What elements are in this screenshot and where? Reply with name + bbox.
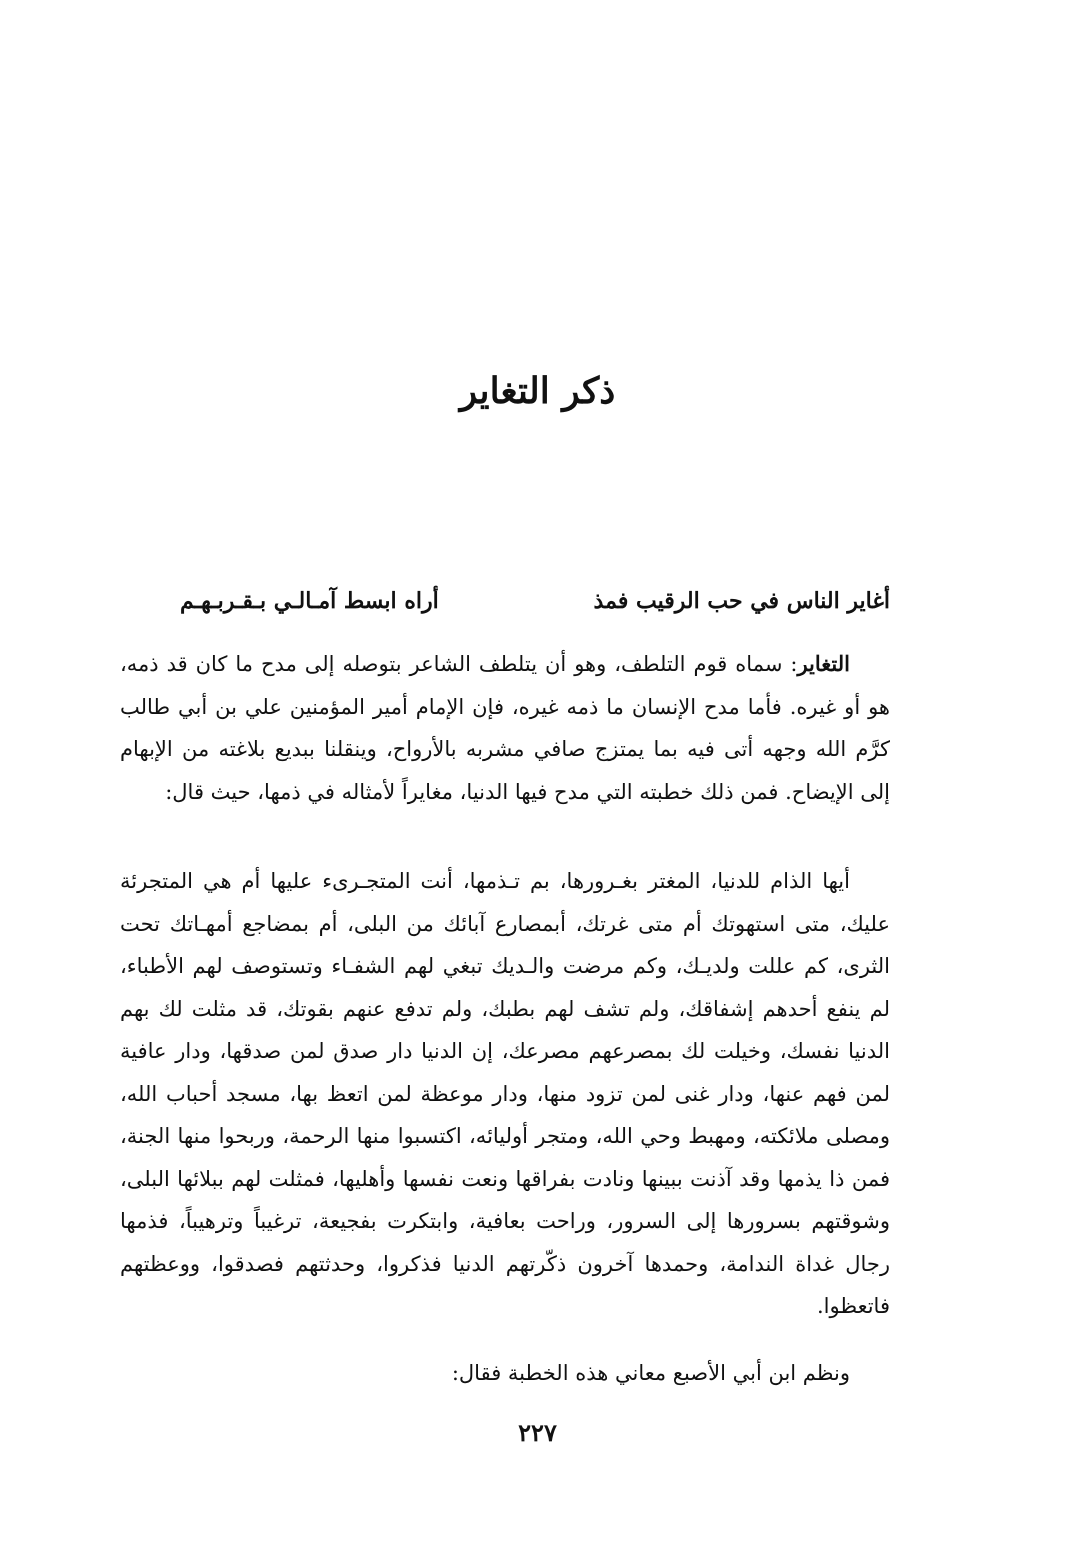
- verse-second-hemistich: أراه ابسط آمـالـي بـقـربـهـم: [180, 588, 439, 614]
- chapter-title: ذكر التغاير: [459, 370, 616, 412]
- poem-verse: [180, 588, 890, 624]
- sermon-paragraph: أيها الذام للدنيا، المغتر بغـرورها، بم تـذمها، أنت المتجـرىء عليها أم هي المتجرئة عليك، متى استهوتك أم متى غرتك، أبمصارع آبائك من البلى، أم بمضاجع أمهـاتك تحت الثرى، كم عللت ولديـك، وكم مرضت والـديك تبغي لهم الشفـاء وتستوصف لهم الأطباء، لم ينفع أحدهم إشفاقك، ولم تشف لهم بطبك، ولم تدفع عنهم بقوتك، قد مثلت لك بهم الدنيا نفسك، وخيلت لك بمصرعهم مصرعك، إن الدنيا دار صدق لمن صدقها، ودار عافية لمن فهم عنها، ودار غنى لمن تزود منها، ودار موعظة لمن اتعظ بها، مسجد أحباب الله، ومصلى ملائكته، ومهبط وحي الله، ومتجر أوليائه، اكتسبوا منها الرحمة، وربحوا منها الجنة، فمن ذا يذمها وقد آذنت ببينها ونادت بفراقها ونعت نفسها وأهليها، فمثلت لهم ببلائها البلى، وشوقتهم بسرورها إلى السرور، وراحت بعافية، وابتكرت بفجيعة، ترغيباً وترهيباً، فذمها رجال غداة الندامة، وحمدها آخرون ذكّرتهم الدنيا فذكروا، وحدثتهم فصدقوا، ووعظتهم فاتعظوا.: [120, 869, 891, 1318]
- verse-first-hemistich: أغاير الناس في حب الرقيب فمذ: [593, 588, 890, 614]
- closing-paragraph: ونظم ابن أبي الأصبع معاني هذه الخطبة فقال:: [451, 1361, 850, 1385]
- definition-term: التغاير: [797, 651, 850, 676]
- definition-paragraph: [120, 643, 890, 813]
- page-number: ٢٢٧: [518, 1418, 557, 1447]
- definition-text: : سماه قوم التلطف، وهو أن يتلطف الشاعر بتوصله إلى مدح ما كان قد ذمه، هو أو غيره. فأما مدح الإنسان ما ذمه غيره، فإن الإمام أمير المؤمنين علي بن أبي طالب كرَّم الله وجهه أتى فيه بما يمتزج صافي مشربه بالأرواح، وينقلنا ببديع بلاغته من الإبهام إلى الإيضاح. فمن ذلك خطبته التي مدح فيها الدنيا، مغايراً لأمثاله في ذمها، حيث قال:: [120, 652, 890, 804]
